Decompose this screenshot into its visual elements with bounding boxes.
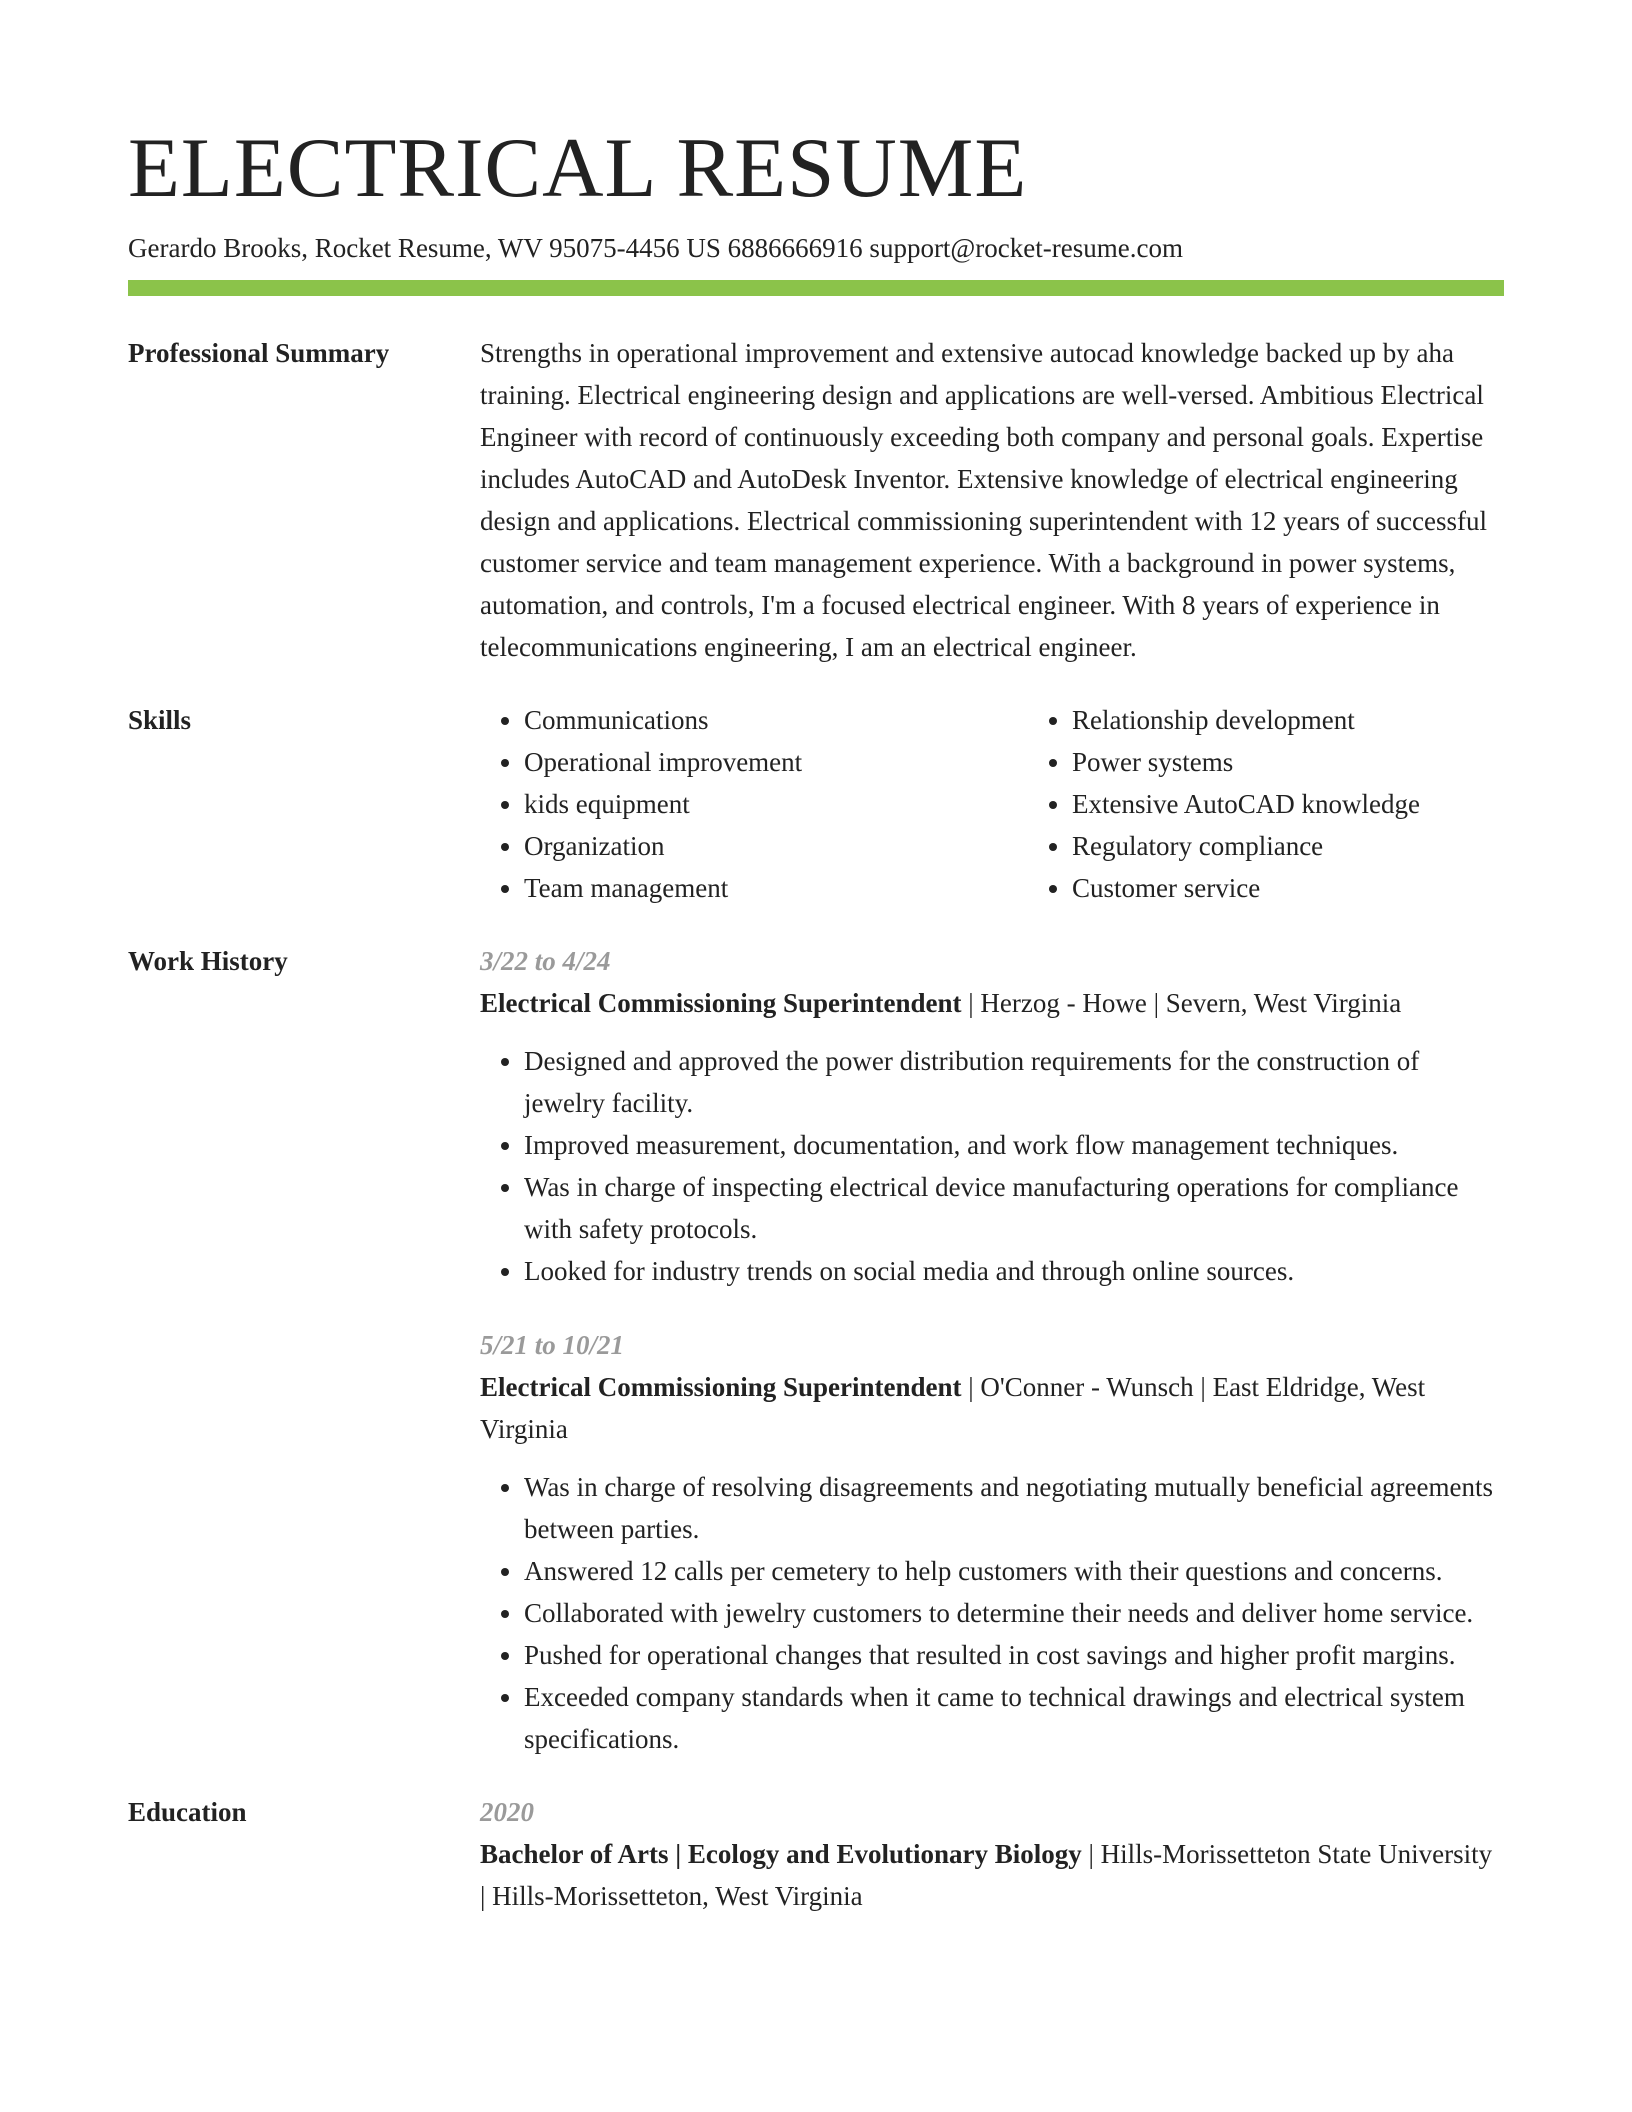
skill-item: • Extensive AutoCAD knowledge [1072, 783, 1576, 825]
summary-text: Strengths in operational improvement and extensive autocad knowledge backed up by aha training. Electrical engineering design and applications are well-versed. Ambitious Electrical Engineer with record of continuously exceeding both company and personal goals. Expertise includes AutoCAD and AutoDesk Inventor. Extensive knowledge of electrical engineering design and applications. Electrical commissioning superintendent with 12 years of successful customer service and team management experience. With a background in power systems, automation, and controls, I'm a focused electrical engineer. With 8 years of experience in telecommunications engineering, I am an electrical engineer. [480, 338, 1488, 662]
education-degree: Bachelor of Arts | Ecology and Evolutionary Biology [480, 1839, 1082, 1869]
skill-item: • Customer service [1072, 867, 1576, 909]
skill-item: • Relationship development [1072, 699, 1576, 741]
skills-section [128, 699, 1504, 909]
skills-label: Skills [128, 705, 192, 735]
skills-body [480, 699, 1576, 909]
resume-title: ELECTRICAL RESUME [128, 121, 1028, 215]
job-bullet: • Was in charge of resolving disagreements and negotiating mutually beneficial agreements between parties. [524, 1466, 1504, 1550]
summary-body [480, 332, 1504, 668]
work-body [480, 940, 1504, 1760]
job-bullet: • Looked for industry trends on social media and through online sources. [524, 1250, 1504, 1292]
skills-grid [480, 699, 1576, 909]
job-bullets [480, 1040, 1504, 1292]
job-title-line [480, 982, 1504, 1024]
skill-item: • Communications [524, 699, 1028, 741]
job-title-line [480, 1366, 1504, 1450]
summary-section [128, 332, 1504, 668]
skill-item: • kids equipment [524, 783, 1028, 825]
skills-right-column [1028, 699, 1576, 909]
job-bullet: • Exceeded company standards when it came to technical drawings and electrical system specifications. [524, 1676, 1504, 1760]
job-entry [480, 1324, 1504, 1760]
job-bullet: • Pushed for operational changes that resulted in cost savings and higher profit margins. [524, 1634, 1504, 1676]
job-bullet: • Collaborated with jewelry customers to determine their needs and deliver home service. [524, 1592, 1504, 1634]
accent-rule [128, 280, 1504, 296]
education-date: 2020 [480, 1797, 534, 1827]
job-date: 5/21 to 10/21 [480, 1330, 625, 1360]
education-section [128, 1791, 1504, 1917]
job-bullet: • Answered 12 calls per cemetery to help customers with their questions and concerns. [524, 1550, 1504, 1592]
job-bullet: • Improved measurement, documentation, and work flow management techniques. [524, 1124, 1504, 1166]
job-date: 3/22 to 4/24 [480, 946, 611, 976]
skill-item: • Power systems [1072, 741, 1576, 783]
job-details: | O'Conner - Wunsch | East Eldridge, West Virginia [480, 1372, 1426, 1444]
resume-page [128, 118, 1504, 1917]
job-details: | Herzog - Howe | Severn, West Virginia [961, 988, 1402, 1018]
job-bullet: • Was in charge of inspecting electrical device manufacturing operations for compliance with safety protocols. [524, 1166, 1504, 1250]
education-degree-line [480, 1833, 1504, 1917]
contact-line: Gerardo Brooks, Rocket Resume, WV 95075-4456 US 6886666916 support@rocket-resume.com [128, 233, 1183, 263]
job-bullets [480, 1466, 1504, 1760]
skill-item: • Regulatory compliance [1072, 825, 1576, 867]
education-body [480, 1791, 1504, 1917]
skill-item: • Operational improvement [524, 741, 1028, 783]
skills-left-column [480, 699, 1028, 909]
skill-item: • Organization [524, 825, 1028, 867]
job-entry [480, 940, 1504, 1292]
skill-item: • Team management [524, 867, 1028, 909]
work-section [128, 940, 1504, 1760]
education-label: Education [128, 1797, 247, 1827]
work-label: Work History [128, 946, 288, 976]
summary-label: Professional Summary [128, 338, 390, 368]
job-role: Electrical Commissioning Superintendent [480, 1372, 962, 1402]
education-details: | Hills-Morissetteton State University | Hills-Morissetteton, West Virginia [480, 1839, 1493, 1911]
job-role: Electrical Commissioning Superintendent [480, 988, 962, 1018]
job-bullet: • Designed and approved the power distribution requirements for the construction of jewelry facility. [524, 1040, 1504, 1124]
